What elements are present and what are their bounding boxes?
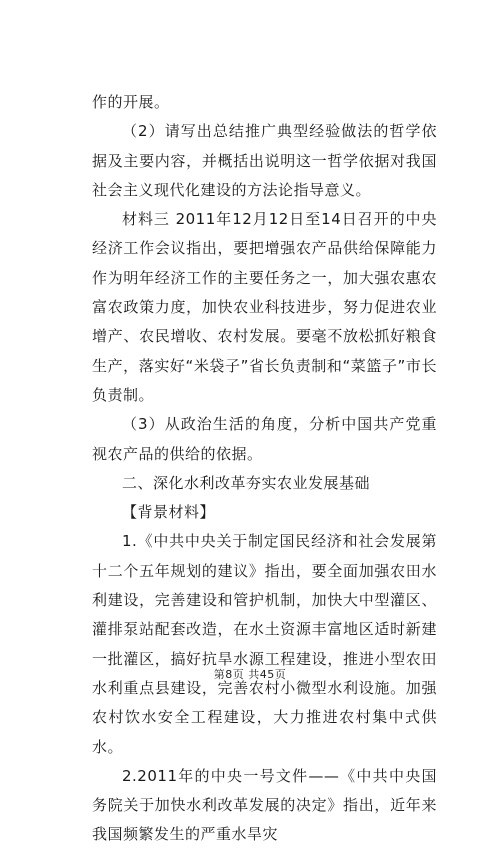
document-body [92, 88, 437, 850]
background-material-heading: 【背景材料】 [122, 503, 216, 522]
background-item-1-paragraph: 1.《中共中央关于制定国民经济和社会发展第十二个五年规划的建议》指出，要全面加强农田水利建设，完善建设和管护机制，加快大中型灌区、灌排泵站配套改造，在水土资源丰富地区适时新建一批灌区，搞好抗旱水源工程建设，推进小型农田水利重点县建设，完善农村小微型水利设施。加强农村饮水安全工程建设，大力推进农村集中式供水。 [92, 532, 437, 756]
page-footer [0, 666, 500, 682]
section-heading: 二、深化水利改革夯实农业发展基础 [122, 473, 371, 492]
background-item-2-paragraph: 2.2011年的中央一号文件——《中共中央国务院关于加快水利改革发展的决定》指出，近年来我国频繁发生的严重水旱灾 [92, 766, 437, 844]
page-number-label: 第8页 共45页 [213, 668, 287, 681]
question-3-paragraph: （3）从政治生活的角度，分析中国共产党重视农产品的供给的依据。 [92, 415, 437, 463]
material-3-paragraph: 材料三 2011年12月12日至14日召开的中央经济工作会议指出，要把增强农产品供给保障能力作为明年经济工作的主要任务之一，加大强农惠农富农政策力度，加快农业科技进步，努力促进农业增产、农民增收、农村发展。要毫不放松抓好粮食生产，落实好“米袋子”省长负责制和“菜篮子”市长负责制。 [92, 210, 437, 404]
question-2-paragraph: （2）请写出总结推广典型经验做法的哲学依据及主要内容，并概括出说明这一哲学依据对我国社会主义现代化建设的方法论指导意义。 [92, 122, 437, 199]
paragraph-continuation: 作的开展。 [92, 93, 170, 111]
